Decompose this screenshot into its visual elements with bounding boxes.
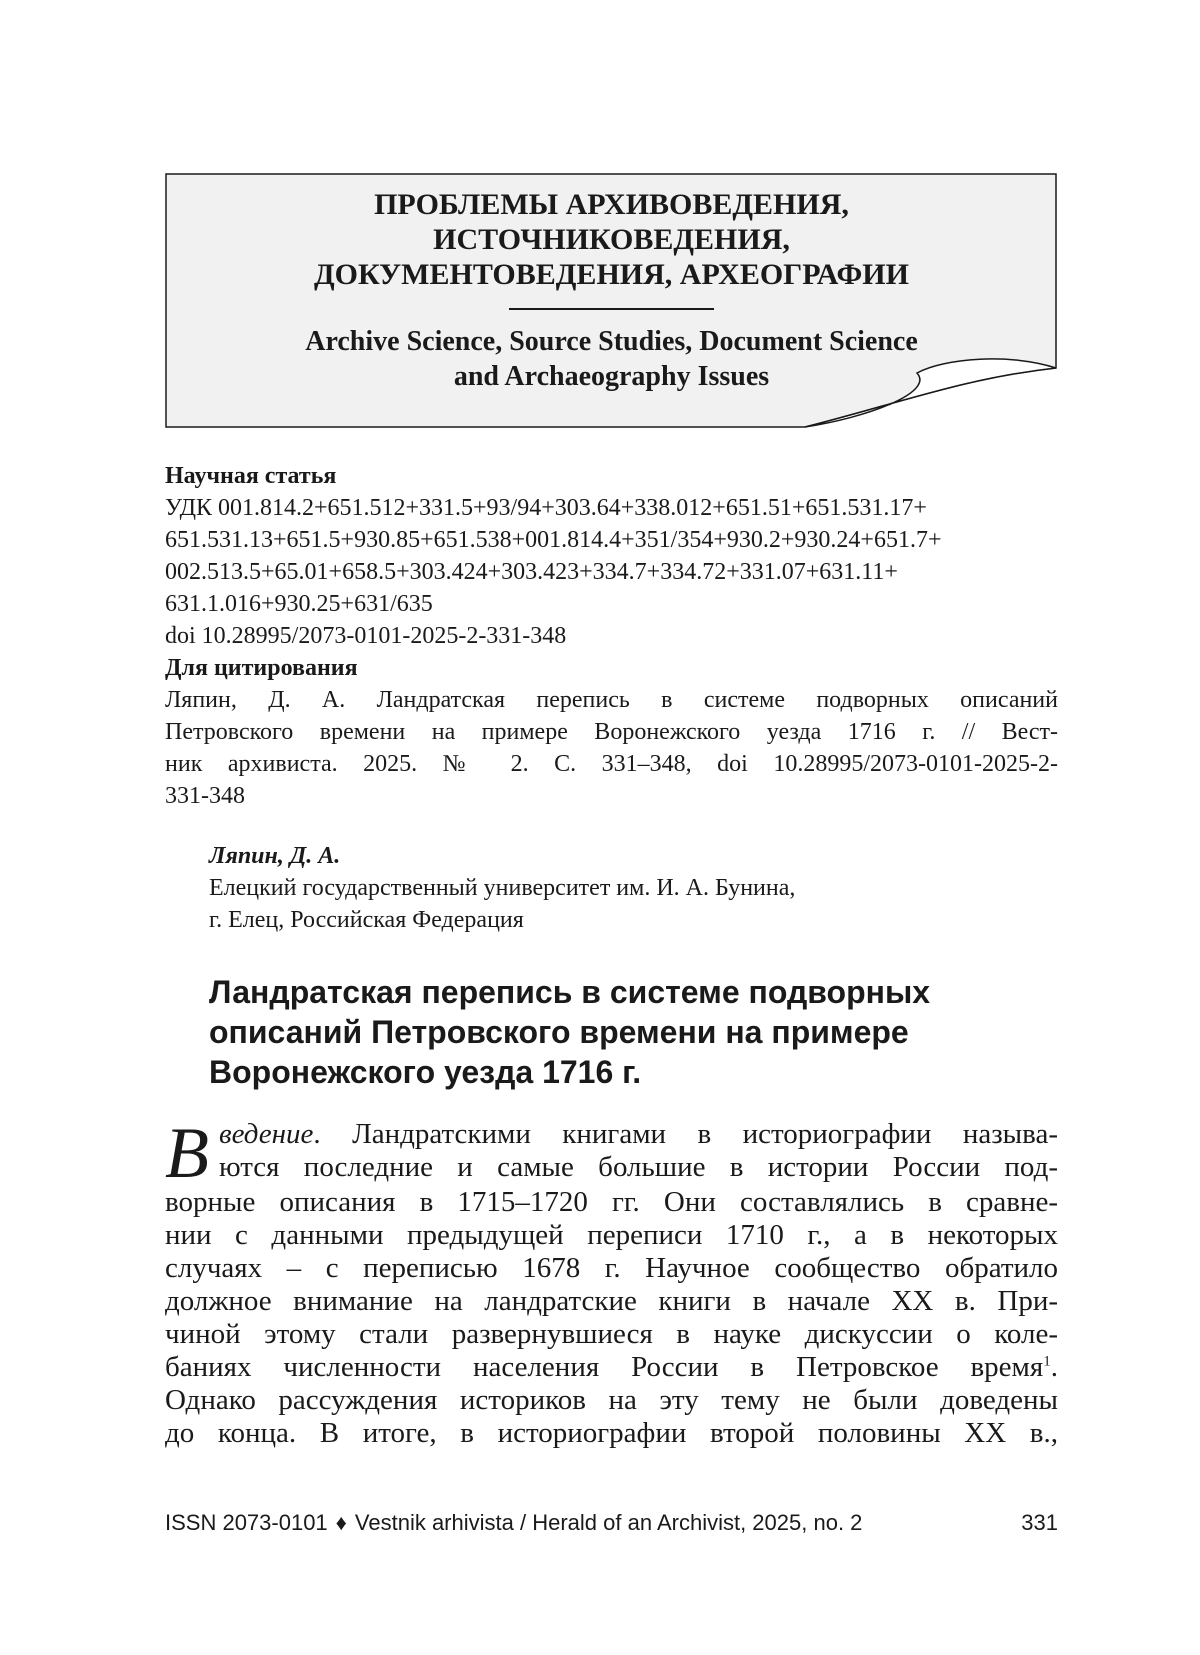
journal-name: Vestnik arhivista / Herald of an Archivist, 2025, no. 2	[354, 1510, 863, 1535]
body-line: ворные описания в 1715–1720 гг. Они составлялись в сравне-	[165, 1186, 1058, 1218]
section-title-ru-line: ИСТОЧНИКОВЕДЕНИЯ,	[433, 223, 790, 256]
body-line-text: баниях численности населения России в Петровское время	[165, 1351, 1044, 1383]
affiliation-line: г. Елец, Российская Федерация	[209, 907, 524, 933]
body-line: случаях – с переписью 1678 г. Научное сообщество обратило	[165, 1252, 1058, 1284]
udk-line: 631.1.016+930.25+631/635	[165, 591, 433, 617]
footer-journal-info	[165, 1510, 862, 1536]
author-name: Ляпин, Д. А.	[209, 843, 341, 869]
article-body	[165, 1113, 1058, 1450]
body-line: чиной этому стали развернувшиеся в науке дискуссии о коле-	[165, 1318, 1058, 1350]
body-line: Однако рассуждения историков на эту тему не были доведены	[165, 1384, 1058, 1416]
section-title-ru-line: ДОКУМЕНТОВЕДЕНИЯ, АРХЕОГРАФИИ	[314, 258, 909, 291]
section-banner	[165, 173, 1058, 428]
article-title-line: описаний Петровского времени на примере	[209, 1014, 909, 1050]
body-line-text: . Ландратскими книгами в историографии называ-	[313, 1118, 1058, 1150]
body-line: должное внимание на ландратские книги в начале XX в. При-	[165, 1285, 1058, 1317]
author-block	[209, 840, 1029, 936]
article-metadata	[165, 460, 1058, 812]
citation-line: Ляпин, Д. А. Ландратская перепись в системе подворных описаний	[165, 687, 1058, 713]
intro-word: ведение	[219, 1118, 314, 1150]
affiliation-line: Елецкий государственный университет им. И. А. Бунина,	[209, 875, 796, 901]
citation-line: ник архивиста. 2025. № 2. С. 331–348, doi 10.28995/2073-0101-2025-2-	[165, 751, 1058, 777]
section-title-ru	[165, 187, 1058, 292]
udk-line: 002.513.5+65.01+658.5+303.424+303.423+334.7+334.72+331.07+631.11+	[165, 559, 898, 585]
section-title-en	[165, 324, 1058, 394]
body-line-text: .	[1050, 1351, 1058, 1383]
body-line	[165, 1118, 1058, 1151]
footnote-ref[interactable]: 1	[1043, 1353, 1051, 1370]
diamond-icon: ♦	[335, 1510, 347, 1535]
body-line: ются последние и самые большие в истории России под-	[219, 1151, 1058, 1183]
citation-label: Для цитирования	[165, 655, 358, 681]
section-title-en-line: and Archaeography Issues	[453, 361, 770, 392]
drop-cap: В	[165, 1113, 209, 1193]
page-number: 331	[1021, 1510, 1058, 1535]
citation-line: 331-348	[165, 783, 245, 809]
issn: ISSN 2073-0101	[165, 1510, 328, 1535]
banner-divider	[509, 308, 714, 310]
section-title-en-line: Archive Science, Source Studies, Document Science	[305, 326, 918, 357]
body-line: нии с данными предыдущей переписи 1710 г., а в некоторых	[165, 1219, 1058, 1251]
section-title-ru-line: ПРОБЛЕМЫ АРХИВОВЕДЕНИЯ,	[374, 188, 849, 221]
article-title	[209, 972, 1039, 1092]
citation-line: Петровского времени на примере Воронежского уезда 1716 г. // Вест-	[165, 719, 1058, 745]
article-title-line: Ландратская перепись в системе подворных	[209, 974, 931, 1010]
article-title-line: Воронежского уезда 1716 г.	[209, 1054, 642, 1090]
doi: doi 10.28995/2073-0101-2025-2-331-348	[165, 623, 567, 649]
udk-line: 651.531.13+651.5+930.85+651.538+001.814.4+351/354+930.2+930.24+651.7+	[165, 527, 942, 553]
udk-line: УДК 001.814.2+651.512+331.5+93/94+303.64+338.012+651.51+651.531.17+	[165, 495, 927, 521]
body-line: до конца. В итоге, в историографии второй половины XX в.,	[165, 1417, 1058, 1449]
citation-text	[165, 684, 1058, 812]
article-type: Научная статья	[165, 463, 337, 489]
body-line	[165, 1351, 1058, 1384]
